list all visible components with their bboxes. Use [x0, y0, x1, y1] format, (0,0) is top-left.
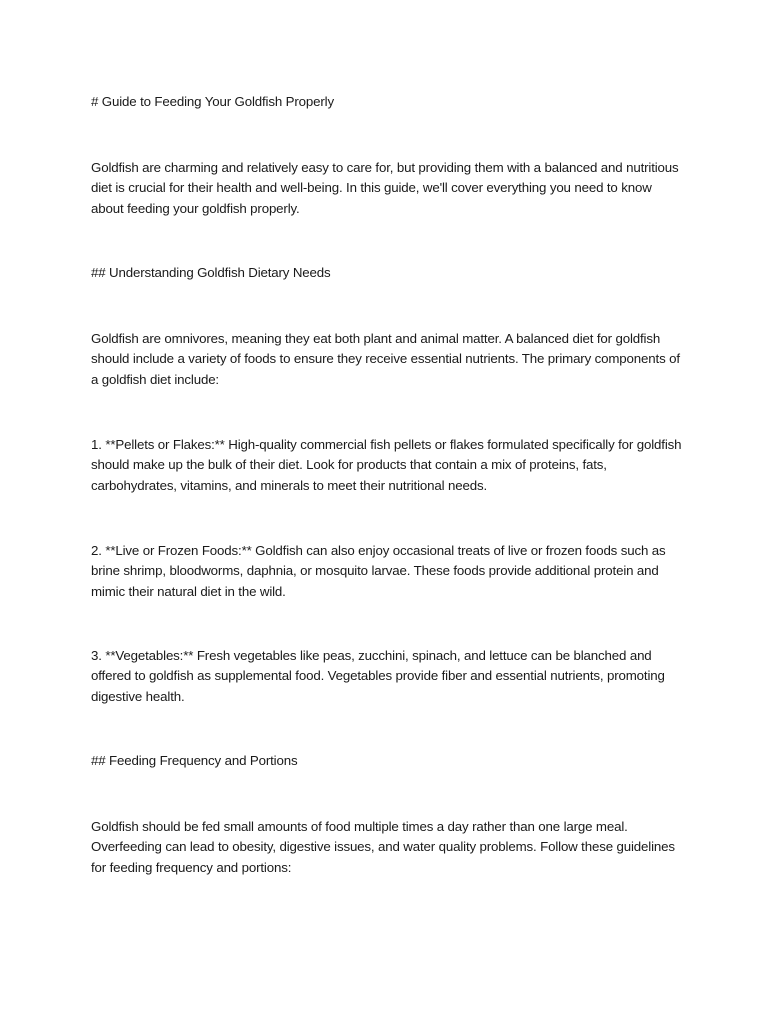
list-item-live-frozen [91, 541, 691, 602]
text-line: mimic their natural diet in the wild. [91, 583, 286, 599]
list-item-pellets [91, 435, 691, 496]
text-line: 1. **Pellets or Flakes:** High-quality commercial fish pellets or flakes formulated specifically for goldfish [91, 437, 682, 452]
text-line: should make up the bulk of their diet. Look for products that contain a mix of proteins, fats, [91, 457, 607, 473]
text-line: a goldfish diet include: [91, 371, 219, 387]
text-line: Goldfish are omnivores, meaning they eat both plant and animal matter. A balanced diet for goldfish [91, 331, 661, 346]
text-line: should include a variety of foods to ensure they receive essential nutrients. The primary components of [91, 351, 680, 367]
text-line: brine shrimp, bloodworms, daphnia, or mosquito larvae. These foods provide additional protein and [91, 563, 659, 579]
intro-paragraph [91, 158, 691, 219]
text-line: ## Understanding Goldfish Dietary Needs [91, 265, 331, 280]
list-item-vegetables [91, 646, 691, 707]
dietary-needs-paragraph [91, 329, 691, 390]
doc-title [91, 92, 691, 112]
frequency-paragraph [91, 817, 691, 878]
text-line: for feeding frequency and portions: [91, 859, 292, 875]
section-heading-frequency [91, 751, 691, 771]
text-line: Goldfish are charming and relatively easy to care for, but providing them with a balanced and nutritious [91, 160, 679, 175]
text-line: ## Feeding Frequency and Portions [91, 753, 298, 768]
text-line: diet is crucial for their health and well-being. In this guide, we'll cover everything you need to know [91, 180, 652, 196]
section-heading-dietary-needs [91, 263, 691, 283]
text-line: 3. **Vegetables:** Fresh vegetables like peas, zucchini, spinach, and lettuce can be blanched and [91, 648, 652, 663]
text-line: 2. **Live or Frozen Foods:** Goldfish can also enjoy occasional treats of live or frozen foods such as [91, 543, 666, 558]
text-line: about feeding your goldfish properly. [91, 200, 300, 216]
text-line: offered to goldfish as supplemental food. Vegetables provide fiber and essential nutrients, promoting [91, 668, 665, 684]
text-line: Overfeeding can lead to obesity, digestive issues, and water quality problems. Follow these guidelines [91, 839, 675, 855]
text-line: Goldfish should be fed small amounts of food multiple times a day rather than one large meal. [91, 819, 628, 834]
text-line: carbohydrates, vitamins, and minerals to meet their nutritional needs. [91, 477, 487, 493]
text-line: # Guide to Feeding Your Goldfish Properly [91, 94, 334, 109]
text-line: digestive health. [91, 688, 185, 704]
